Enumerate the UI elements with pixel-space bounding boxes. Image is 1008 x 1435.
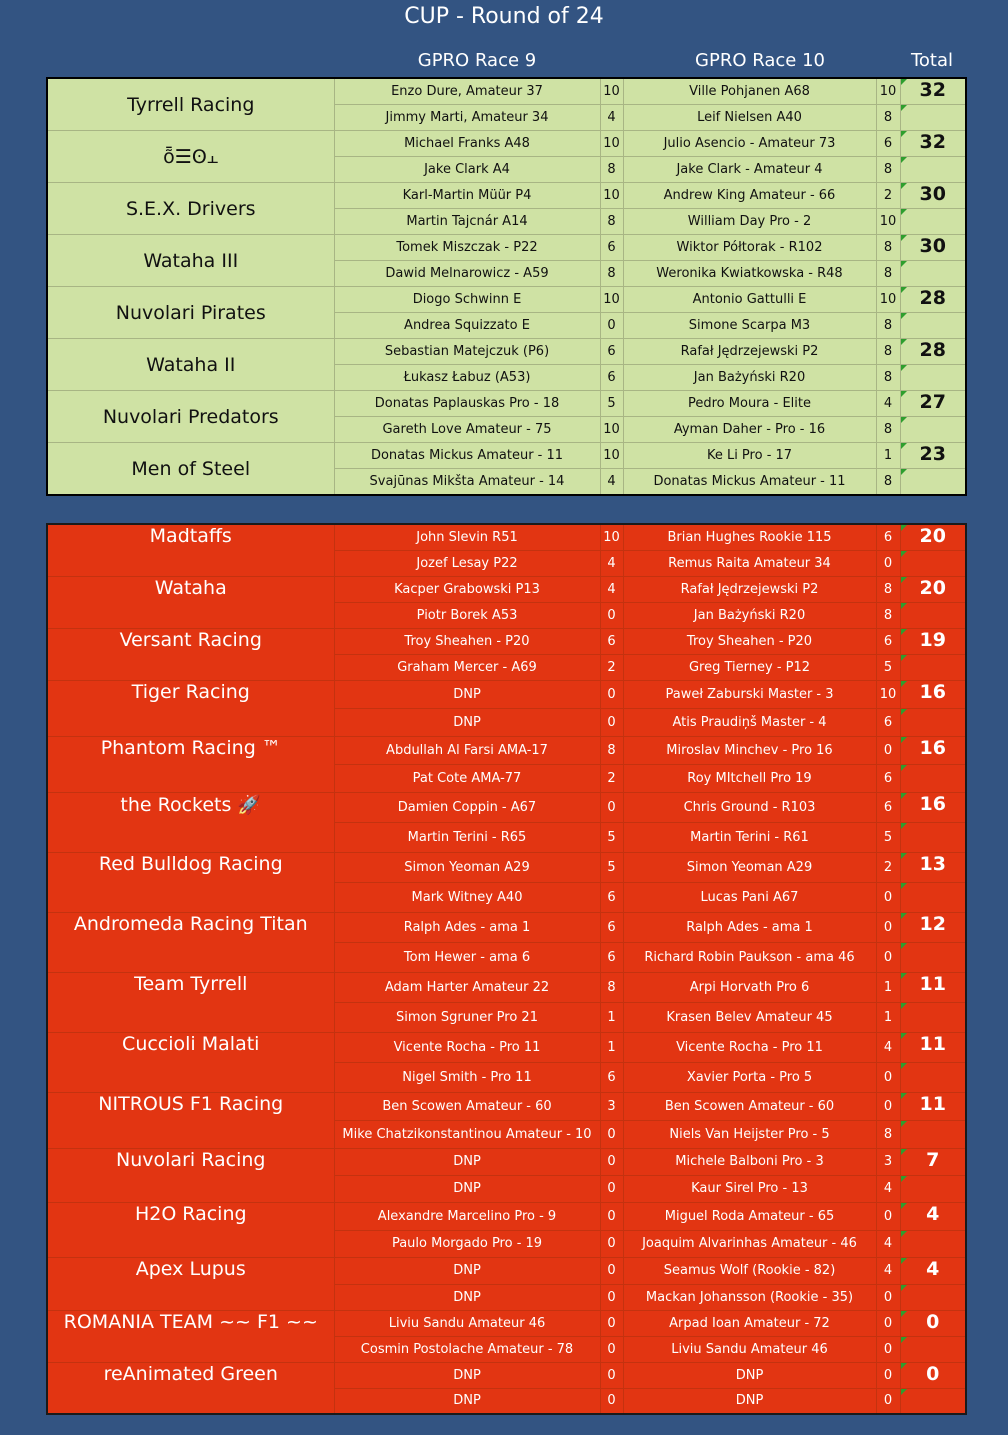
race10-points: 0	[876, 736, 900, 764]
team-total-empty	[900, 1388, 966, 1414]
team-name: Team Tyrrell	[47, 972, 334, 1032]
table-row	[47, 78, 966, 105]
race9-points: 6	[600, 235, 623, 261]
race10-driver: Wiktor Półtorak - R102	[623, 235, 876, 261]
race9-points: 0	[600, 1175, 623, 1202]
race10-driver: DNP	[623, 1388, 876, 1414]
race10-driver: Pedro Moura - Elite	[623, 391, 876, 417]
race9-driver: Svajūnas Mikšta Amateur - 14	[334, 469, 600, 496]
race9-driver: Mike Chatzikonstantinou Amateur - 10	[334, 1120, 600, 1148]
race9-points: 6	[600, 882, 623, 912]
race9-points: 0	[600, 1362, 623, 1388]
race9-points: 0	[600, 1336, 623, 1362]
team-total: 28	[900, 287, 966, 313]
race9-driver: Simon Sgruner Pro 21	[334, 1002, 600, 1032]
table-row	[47, 1310, 966, 1336]
race9-driver: Mark Witney A40	[334, 882, 600, 912]
race9-driver: DNP	[334, 1175, 600, 1202]
team-name: NITROUS F1 Racing	[47, 1092, 334, 1148]
race10-points: 6	[876, 628, 900, 654]
table-row	[47, 339, 966, 365]
race10-points: 0	[876, 1388, 900, 1414]
race9-driver: Vicente Rocha - Pro 11	[334, 1032, 600, 1062]
team-total-empty	[900, 105, 966, 131]
race9-driver: Nigel Smith - Pro 11	[334, 1062, 600, 1092]
team-name: Versant Racing	[47, 628, 334, 680]
race9-driver: Troy Sheahen - P20	[334, 628, 600, 654]
race10-points: 6	[876, 524, 900, 550]
table-row	[47, 680, 966, 708]
team-total: 13	[900, 852, 966, 882]
race10-driver: Jan Bażyński R20	[623, 602, 876, 628]
race9-driver: Cosmin Postolache Amateur - 78	[334, 1336, 600, 1362]
race10-points: 0	[876, 550, 900, 576]
race9-driver: Martin Terini - R65	[334, 822, 600, 852]
race9-driver: Liviu Sandu Amateur 46	[334, 1310, 600, 1336]
race10-driver: Chris Ground - R103	[623, 792, 876, 822]
team-total-empty	[900, 365, 966, 391]
team-total-empty	[900, 469, 966, 496]
team-total-empty	[900, 417, 966, 443]
race9-points: 10	[600, 287, 623, 313]
race10-driver: Jake Clark - Amateur 4	[623, 157, 876, 183]
team-total-empty	[900, 550, 966, 576]
race10-points: 6	[876, 792, 900, 822]
race9-points: 4	[600, 105, 623, 131]
race10-points: 8	[876, 469, 900, 496]
team-total-empty	[900, 1062, 966, 1092]
table-row	[47, 792, 966, 822]
race10-driver: Ayman Daher - Pro - 16	[623, 417, 876, 443]
race10-points: 8	[876, 157, 900, 183]
race9-points: 0	[600, 1202, 623, 1230]
race9-driver: Andrea Squizzato E	[334, 313, 600, 339]
race9-driver: Abdullah Al Farsi AMA-17	[334, 736, 600, 764]
race10-driver: Greg Tierney - P12	[623, 654, 876, 680]
race9-driver: Enzo Dure, Amateur 37	[334, 78, 600, 105]
race10-driver: Michele Balboni Pro - 3	[623, 1148, 876, 1175]
table-row	[47, 131, 966, 157]
team-name: the Rockets 🚀	[47, 792, 334, 852]
race9-driver: John Slevin R51	[334, 524, 600, 550]
race9-points: 0	[600, 313, 623, 339]
race10-points: 10	[876, 78, 900, 105]
race10-driver: Mackan Johansson (Rookie - 35)	[623, 1284, 876, 1310]
race9-points: 0	[600, 1388, 623, 1414]
race9-driver: Sebastian Matejczuk (P6)	[334, 339, 600, 365]
race9-driver: Łukasz Łabuz (A53)	[334, 365, 600, 391]
race10-points: 4	[876, 1032, 900, 1062]
team-total: 32	[900, 131, 966, 157]
race9-driver: Diogo Schwinn E	[334, 287, 600, 313]
race10-points: 8	[876, 235, 900, 261]
race9-points: 0	[600, 792, 623, 822]
team-total: 30	[900, 183, 966, 209]
race9-points: 5	[600, 391, 623, 417]
race9-driver: Tom Hewer - ama 6	[334, 942, 600, 972]
table-row	[47, 287, 966, 313]
race10-driver: Ben Scowen Amateur - 60	[623, 1092, 876, 1120]
race10-points: 4	[876, 1230, 900, 1257]
team-name: Apex Lupus	[47, 1257, 334, 1310]
team-total-empty	[900, 261, 966, 287]
race10-driver: Jan Bażyński R20	[623, 365, 876, 391]
race10-points: 8	[876, 576, 900, 602]
race9-points: 2	[600, 654, 623, 680]
team-total-empty	[900, 313, 966, 339]
team-total-empty	[900, 1336, 966, 1362]
race10-driver: Joaquim Alvarinhas Amateur - 46	[623, 1230, 876, 1257]
race9-points: 6	[600, 912, 623, 942]
total-header: Total	[910, 50, 954, 71]
team-total: 11	[900, 972, 966, 1002]
race10-driver: Ralph Ades - ama 1	[623, 912, 876, 942]
team-total-empty	[900, 1230, 966, 1257]
team-name: Wataha II	[47, 339, 334, 391]
race10-points: 3	[876, 1148, 900, 1175]
table-row	[47, 235, 966, 261]
race9-driver: Tomek Miszczak - P22	[334, 235, 600, 261]
race10-points: 10	[876, 287, 900, 313]
race9-driver: Karl-Martin Müür P4	[334, 183, 600, 209]
race9-driver: Kacper Grabowski P13	[334, 576, 600, 602]
race10-driver: Weronika Kwiatkowska - R48	[623, 261, 876, 287]
team-name: Tiger Racing	[47, 680, 334, 736]
race9-points: 10	[600, 131, 623, 157]
race10-points: 1	[876, 443, 900, 469]
eliminated-teams-table	[46, 523, 967, 1415]
race10-points: 8	[876, 1120, 900, 1148]
race9-points: 10	[600, 443, 623, 469]
race10-points: 8	[876, 261, 900, 287]
race10-driver: Simon Yeoman A29	[623, 852, 876, 882]
team-total: 32	[900, 78, 966, 105]
team-name: Tyrrell Racing	[47, 78, 334, 131]
race9-points: 4	[600, 469, 623, 496]
race9-points: 6	[600, 1062, 623, 1092]
team-total-empty	[900, 602, 966, 628]
team-total: 20	[900, 576, 966, 602]
race9-points: 6	[600, 942, 623, 972]
table-row	[47, 912, 966, 942]
race10-points: 8	[876, 365, 900, 391]
table-row	[47, 443, 966, 469]
race9-points: 8	[600, 972, 623, 1002]
team-total: 0	[900, 1362, 966, 1388]
race9-driver: Paulo Morgado Pro - 19	[334, 1230, 600, 1257]
race9-points: 10	[600, 78, 623, 105]
race10-points: 5	[876, 822, 900, 852]
race10-points: 10	[876, 680, 900, 708]
race9-points: 6	[600, 339, 623, 365]
team-total-empty	[900, 209, 966, 235]
race10-driver: Rafał Jędrzejewski P2	[623, 339, 876, 365]
race10-driver: William Day Pro - 2	[623, 209, 876, 235]
race9-points: 0	[600, 602, 623, 628]
team-total: 16	[900, 792, 966, 822]
table-row	[47, 1092, 966, 1120]
race10-driver: Julio Asencio - Amateur 73	[623, 131, 876, 157]
team-name: Wataha	[47, 576, 334, 628]
race10-points: 0	[876, 1062, 900, 1092]
team-name: Nuvolari Pirates	[47, 287, 334, 339]
team-total-empty	[900, 708, 966, 736]
race10-points: 2	[876, 183, 900, 209]
race9-points: 10	[600, 183, 623, 209]
team-total: 11	[900, 1092, 966, 1120]
race10-points: 0	[876, 1284, 900, 1310]
race10-points: 8	[876, 417, 900, 443]
race9-driver: DNP	[334, 680, 600, 708]
race10-points: 6	[876, 764, 900, 792]
race9-driver: DNP	[334, 1388, 600, 1414]
race10-driver: Seamus Wolf (Rookie - 82)	[623, 1257, 876, 1284]
table-row	[47, 1148, 966, 1175]
race9-points: 2	[600, 764, 623, 792]
table-row	[47, 391, 966, 417]
team-name: Wataha III	[47, 235, 334, 287]
race10-points: 6	[876, 131, 900, 157]
race10-driver: Richard Robin Paukson - ama 46	[623, 942, 876, 972]
table-row	[47, 852, 966, 882]
race10-driver: Xavier Porta - Pro 5	[623, 1062, 876, 1092]
team-total: 0	[900, 1310, 966, 1336]
race9-points: 5	[600, 822, 623, 852]
race9-points: 4	[600, 550, 623, 576]
race10-driver: Ville Pohjanen A68	[623, 78, 876, 105]
race9-points: 6	[600, 365, 623, 391]
team-total: 16	[900, 736, 966, 764]
qualified-teams-table	[46, 77, 967, 496]
team-total-empty	[900, 1002, 966, 1032]
race10-points: 8	[876, 602, 900, 628]
race9-points: 8	[600, 209, 623, 235]
race10-driver: Arpad Ioan Amateur - 72	[623, 1310, 876, 1336]
team-total: 4	[900, 1257, 966, 1284]
race9-header: GPRO Race 9	[417, 50, 537, 71]
race10-driver: Vicente Rocha - Pro 11	[623, 1032, 876, 1062]
race9-driver: Ralph Ades - ama 1	[334, 912, 600, 942]
race10-header: GPRO Race 10	[695, 50, 825, 71]
team-total: 16	[900, 680, 966, 708]
table-row	[47, 1257, 966, 1284]
race9-points: 0	[600, 1310, 623, 1336]
race10-driver: Liviu Sandu Amateur 46	[623, 1336, 876, 1362]
team-total: 27	[900, 391, 966, 417]
race10-driver: Andrew King Amateur - 66	[623, 183, 876, 209]
race10-driver: Paweł Zaburski Master - 3	[623, 680, 876, 708]
team-name: ȭ☰ʘ⫠	[47, 131, 334, 183]
race9-driver: Jake Clark A4	[334, 157, 600, 183]
table-row	[47, 183, 966, 209]
team-total: 7	[900, 1148, 966, 1175]
race10-points: 0	[876, 1362, 900, 1388]
team-name: Cuccioli Malati	[47, 1032, 334, 1092]
race10-points: 0	[876, 1310, 900, 1336]
team-total-empty	[900, 942, 966, 972]
race9-points: 0	[600, 1284, 623, 1310]
team-total: 23	[900, 443, 966, 469]
race10-points: 2	[876, 852, 900, 882]
race10-driver: Donatas Mickus Amateur - 11	[623, 469, 876, 496]
race10-driver: Miroslav Minchev - Pro 16	[623, 736, 876, 764]
race10-driver: Lucas Pani A67	[623, 882, 876, 912]
race10-points: 1	[876, 972, 900, 1002]
table-row	[47, 576, 966, 602]
race10-points: 0	[876, 942, 900, 972]
race9-points: 0	[600, 1148, 623, 1175]
race10-points: 10	[876, 209, 900, 235]
team-total: 28	[900, 339, 966, 365]
race9-points: 3	[600, 1092, 623, 1120]
table-row	[47, 1362, 966, 1388]
team-total-empty	[900, 1284, 966, 1310]
team-total: 20	[900, 524, 966, 550]
race9-points: 5	[600, 852, 623, 882]
team-total-empty	[900, 1120, 966, 1148]
race10-points: 4	[876, 1257, 900, 1284]
team-name: Madtaffs	[47, 524, 334, 576]
team-total-empty	[900, 1175, 966, 1202]
race9-points: 8	[600, 261, 623, 287]
race10-driver: Roy MItchell Pro 19	[623, 764, 876, 792]
race9-driver: Donatas Paplauskas Pro - 18	[334, 391, 600, 417]
race9-driver: Donatas Mickus Amateur - 11	[334, 443, 600, 469]
race10-driver: Martin Terini - R61	[623, 822, 876, 852]
team-name: Men of Steel	[47, 443, 334, 496]
team-total: 30	[900, 235, 966, 261]
race10-driver: Leif Nielsen A40	[623, 105, 876, 131]
race9-driver: DNP	[334, 1284, 600, 1310]
race10-driver: Simone Scarpa M3	[623, 313, 876, 339]
race10-points: 4	[876, 391, 900, 417]
race9-driver: DNP	[334, 708, 600, 736]
race9-driver: Pat Cote AMA-77	[334, 764, 600, 792]
race9-driver: Piotr Borek A53	[334, 602, 600, 628]
race10-driver: Atis Praudiņš Master - 4	[623, 708, 876, 736]
race10-points: 1	[876, 1002, 900, 1032]
race10-driver: Antonio Gattulli E	[623, 287, 876, 313]
race9-points: 10	[600, 524, 623, 550]
race10-driver: Troy Sheahen - P20	[623, 628, 876, 654]
team-total-empty	[900, 654, 966, 680]
race9-points: 10	[600, 417, 623, 443]
team-name: Phantom Racing ™	[47, 736, 334, 792]
team-total-empty	[900, 157, 966, 183]
race9-points: 0	[600, 680, 623, 708]
race10-points: 4	[876, 1175, 900, 1202]
team-total: 4	[900, 1202, 966, 1230]
team-total: 11	[900, 1032, 966, 1062]
race9-points: 0	[600, 1257, 623, 1284]
team-name: reAnimated Green	[47, 1362, 334, 1414]
race10-driver: Niels Van Heijster Pro - 5	[623, 1120, 876, 1148]
table-row	[47, 1032, 966, 1062]
race10-points: 8	[876, 313, 900, 339]
race9-points: 8	[600, 736, 623, 764]
team-name: Andromeda Racing Titan	[47, 912, 334, 972]
team-total: 19	[900, 628, 966, 654]
race9-driver: Jozef Lesay P22	[334, 550, 600, 576]
race10-driver: Brian Hughes Rookie 115	[623, 524, 876, 550]
table-row	[47, 1202, 966, 1230]
race9-driver: Simon Yeoman A29	[334, 852, 600, 882]
team-total: 12	[900, 912, 966, 942]
race9-points: 1	[600, 1032, 623, 1062]
race10-points: 0	[876, 912, 900, 942]
team-total-empty	[900, 882, 966, 912]
race9-driver: Ben Scowen Amateur - 60	[334, 1092, 600, 1120]
race10-points: 8	[876, 339, 900, 365]
table-row	[47, 972, 966, 1002]
race9-points: 0	[600, 1230, 623, 1257]
race9-driver: Michael Franks A48	[334, 131, 600, 157]
table-row	[47, 628, 966, 654]
race10-points: 0	[876, 1202, 900, 1230]
race10-points: 5	[876, 654, 900, 680]
race9-driver: Jimmy Marti, Amateur 34	[334, 105, 600, 131]
race9-points: 6	[600, 628, 623, 654]
race9-driver: DNP	[334, 1148, 600, 1175]
race9-driver: Damien Coppin - A67	[334, 792, 600, 822]
race9-driver: Dawid Melnarowicz - A59	[334, 261, 600, 287]
team-name: Nuvolari Predators	[47, 391, 334, 443]
race9-driver: DNP	[334, 1362, 600, 1388]
race9-points: 8	[600, 157, 623, 183]
race10-driver: Krasen Belev Amateur 45	[623, 1002, 876, 1032]
race9-driver: Graham Mercer - A69	[334, 654, 600, 680]
race10-driver: Miguel Roda Amateur - 65	[623, 1202, 876, 1230]
race9-driver: Alexandre Marcelino Pro - 9	[334, 1202, 600, 1230]
race10-points: 0	[876, 882, 900, 912]
race10-driver: Arpi Horvath Pro 6	[623, 972, 876, 1002]
race9-points: 1	[600, 1002, 623, 1032]
race9-driver: Martin Tajcnár A14	[334, 209, 600, 235]
page-title: CUP - Round of 24	[404, 4, 604, 29]
race9-points: 0	[600, 708, 623, 736]
team-total-empty	[900, 822, 966, 852]
team-name: Red Bulldog Racing	[47, 852, 334, 912]
team-name: S.E.X. Drivers	[47, 183, 334, 235]
race9-points: 4	[600, 576, 623, 602]
race9-driver: DNP	[334, 1257, 600, 1284]
race10-driver: Kaur Sirel Pro - 13	[623, 1175, 876, 1202]
table-row	[47, 736, 966, 764]
team-name: Nuvolari Racing	[47, 1148, 334, 1202]
race9-points: 0	[600, 1120, 623, 1148]
race10-driver: DNP	[623, 1362, 876, 1388]
race10-points: 6	[876, 708, 900, 736]
team-name: ROMANIA TEAM ~~ F1 ~~	[47, 1310, 334, 1362]
race10-driver: Rafał Jędrzejewski P2	[623, 576, 876, 602]
team-total-empty	[900, 764, 966, 792]
race10-points: 0	[876, 1092, 900, 1120]
race10-driver: Ke Li Pro - 17	[623, 443, 876, 469]
race9-driver: Gareth Love Amateur - 75	[334, 417, 600, 443]
race10-points: 8	[876, 105, 900, 131]
race10-points: 0	[876, 1336, 900, 1362]
table-row	[47, 524, 966, 550]
race10-driver: Remus Raita Amateur 34	[623, 550, 876, 576]
race9-driver: Adam Harter Amateur 22	[334, 972, 600, 1002]
team-name: H2O Racing	[47, 1202, 334, 1257]
